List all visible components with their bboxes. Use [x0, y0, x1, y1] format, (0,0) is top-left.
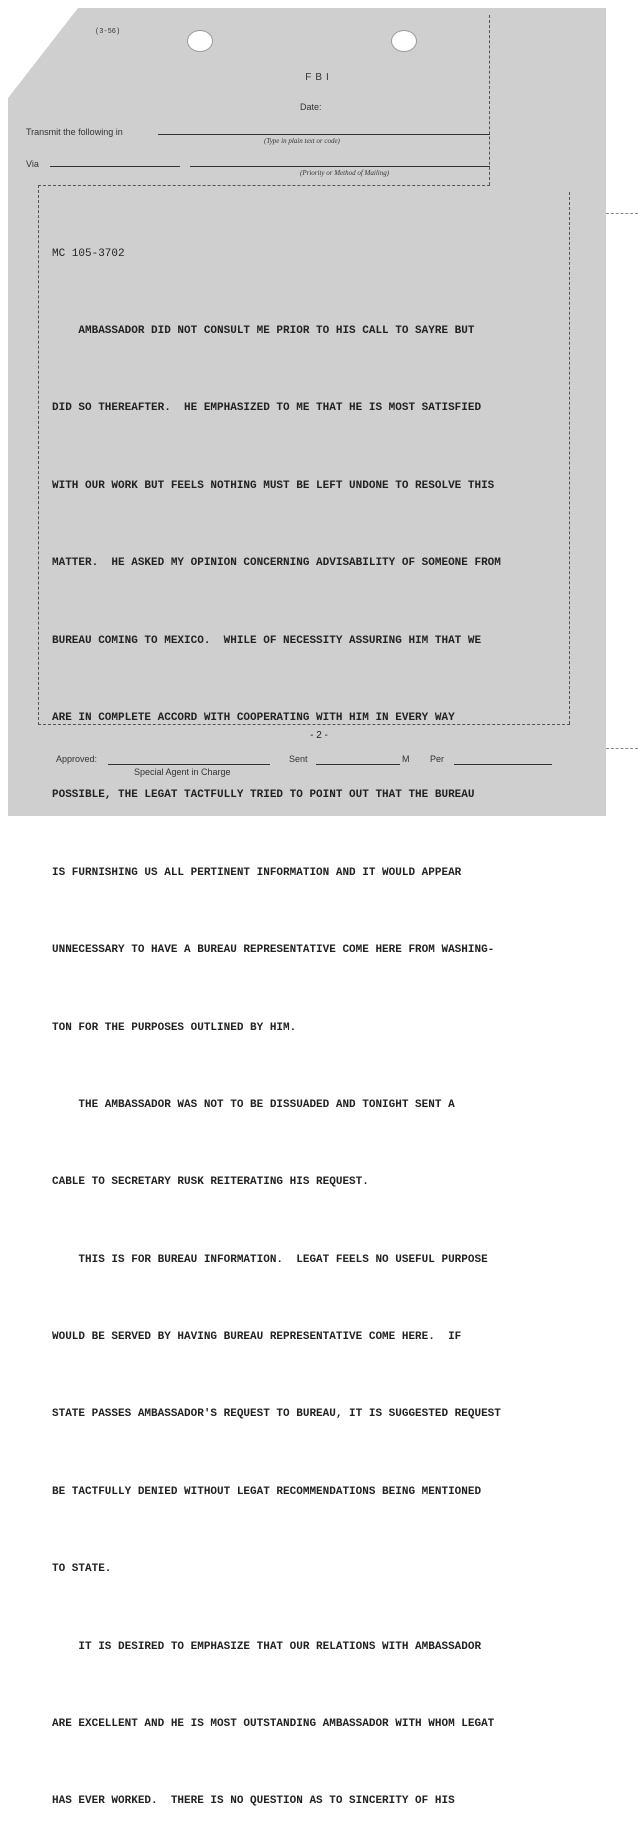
- date-label: Date:: [300, 102, 322, 112]
- transmit-hint: (Type in plain text or code): [264, 137, 340, 145]
- message-line: HAS EVER WORKED. THERE IS NO QUESTION AS TO SINCERITY OF HIS: [52, 1795, 455, 1808]
- transmit-label: Transmit the following in: [26, 127, 123, 137]
- message-line: STATE PASSES AMBASSADOR'S REQUEST TO BUREAU, IT IS SUGGESTED REQUEST: [52, 1408, 501, 1421]
- message-line: TON FOR THE PURPOSES OUTLINED BY HIM.: [52, 1021, 297, 1034]
- message-line: CABLE TO SECRETARY RUSK REITERATING HIS REQUEST.: [52, 1176, 369, 1189]
- file-number: MC 105-3702: [52, 247, 125, 260]
- approved-label: Approved:: [56, 754, 98, 764]
- message-line: TO STATE.: [52, 1563, 112, 1576]
- agency-heading: FBI: [305, 72, 333, 83]
- per-line: [454, 764, 552, 765]
- message-line: MATTER. HE ASKED MY OPINION CONCERNING ADVISABILITY OF SOMEONE FROM: [52, 557, 501, 570]
- message-body: [52, 190, 572, 1841]
- via-line-right: [190, 166, 490, 167]
- sent-label: Sent: [289, 754, 308, 764]
- message-line: THIS IS FOR BUREAU INFORMATION. LEGAT FEELS NO USEFUL PURPOSE: [52, 1253, 488, 1266]
- message-line: ARE IN COMPLETE ACCORD WITH COOPERATING WITH HIM IN EVERY WAY: [52, 711, 455, 724]
- approver-title: Special Agent in Charge: [134, 767, 231, 777]
- per-label: Per: [430, 754, 445, 764]
- approved-line: [108, 764, 270, 765]
- message-line: BE TACTFULLY DENIED WITHOUT LEGAT RECOMMENDATIONS BEING MENTIONED: [52, 1485, 482, 1498]
- form-code: (3-56): [95, 28, 121, 36]
- sent-line: [316, 764, 400, 765]
- message-line: WOULD BE SERVED BY HAVING BUREAU REPRESENTATIVE COME HERE. IF: [52, 1331, 462, 1344]
- edge-mark: [606, 213, 638, 214]
- transmit-line: [158, 134, 490, 135]
- via-hint: (Priority or Method of Mailing): [300, 169, 390, 177]
- page-number: - 2 -: [310, 730, 328, 741]
- message-line: BUREAU COMING TO MEXICO. WHILE OF NECESSITY ASSURING HIM THAT WE: [52, 634, 482, 647]
- message-line: WITH OUR WORK BUT FEELS NOTHING MUST BE LEFT UNDONE TO RESOLVE THIS: [52, 479, 495, 492]
- punch-hole: [391, 30, 417, 52]
- message-line: ARE EXCELLENT AND HE IS MOST OUTSTANDING AMBASSADOR WITH WHOM LEGAT: [52, 1718, 495, 1731]
- message-border-left: [38, 185, 39, 725]
- message-line: DID SO THEREAFTER. HE EMPHASIZED TO ME THAT HE IS MOST SATISFIED: [52, 402, 482, 415]
- message-line: POSSIBLE, THE LEGAT TACTFULLY TRIED TO POINT OUT THAT THE BUREAU: [52, 789, 475, 802]
- m-label: M: [402, 754, 410, 764]
- message-line: IS FURNISHING US ALL PERTINENT INFORMATION AND IT WOULD APPEAR: [52, 866, 462, 879]
- message-line: THE AMBASSADOR WAS NOT TO BE DISSUADED AND TONIGHT SENT A: [52, 1098, 455, 1111]
- edge-mark: [606, 748, 638, 749]
- fold-line-horizontal: [38, 185, 490, 186]
- message-line: AMBASSADOR DID NOT CONSULT ME PRIOR TO HIS CALL TO SAYRE BUT: [52, 324, 475, 337]
- via-label: Via: [26, 159, 39, 169]
- punch-hole: [187, 30, 213, 52]
- message-line: UNNECESSARY TO HAVE A BUREAU REPRESENTATIVE COME HERE FROM WASHING-: [52, 944, 495, 957]
- message-line: IT IS DESIRED TO EMPHASIZE THAT OUR RELATIONS WITH AMBASSADOR: [52, 1640, 482, 1653]
- fold-line-vertical: [489, 15, 490, 185]
- via-line-left: [50, 166, 180, 167]
